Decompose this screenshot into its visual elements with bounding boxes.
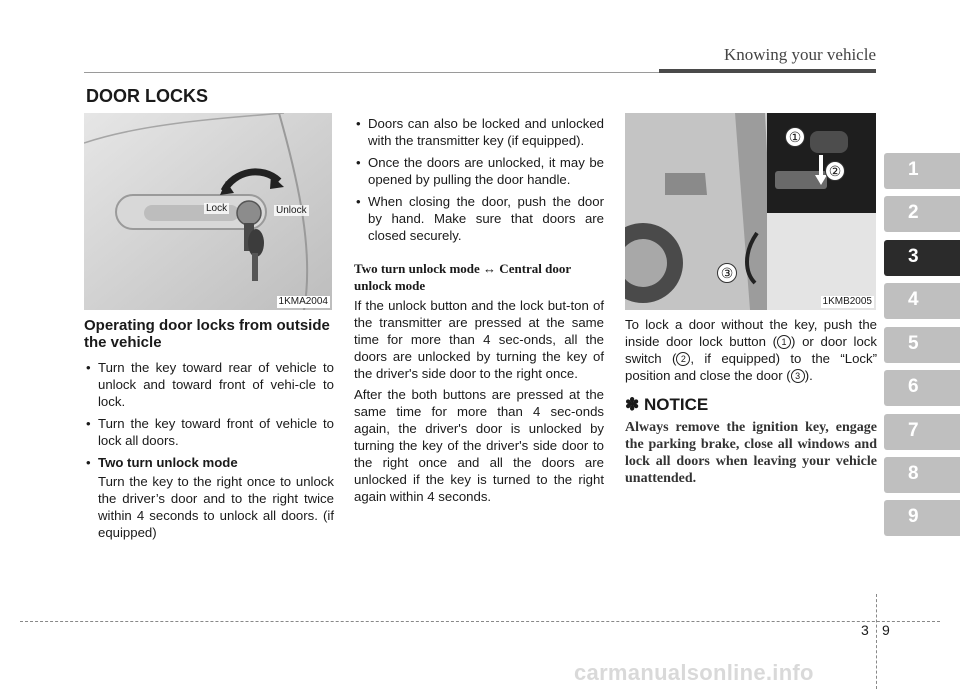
- notice-title: ✽ NOTICE: [625, 395, 709, 414]
- subsection-heading: Operating door locks from outside the vehicle: [84, 317, 330, 351]
- mode-heading: Two turn unlock mode ↔ Central door unlock mode: [354, 261, 571, 293]
- figure-code: 1KMA2004: [278, 296, 328, 307]
- chapter-number: 3: [861, 622, 869, 638]
- chapter-tab-1[interactable]: 1: [884, 153, 960, 189]
- header-rule: [84, 72, 659, 73]
- footer-rule: [20, 621, 940, 622]
- two-turn-title: Two turn unlock mode: [98, 455, 238, 470]
- footer-divider: [876, 594, 877, 689]
- lock-text-a: To lock a door without the key, push the inside door lock button (: [625, 317, 877, 349]
- list-item: • Once the doors are unlocked, it may be opened by pulling the door handle.: [354, 154, 604, 188]
- list-item: • Doors can also be locked and unlocked with the transmitter key (if equipped).: [354, 115, 604, 149]
- column-1: [84, 317, 334, 541]
- two-turn-body: Turn the key to the right once to unlock the driver’s door and to the right twice within 4 seconds to unlock all doors. (if equipped): [98, 474, 334, 540]
- lock-paragraph: [625, 316, 877, 384]
- lock-text-c: , if equipped) to the “Lock” position and close the door (: [625, 351, 877, 383]
- callout-3: ③: [717, 263, 737, 283]
- figure-code: 1KMB2005: [822, 296, 872, 307]
- column-3: [625, 316, 877, 487]
- chapter-tab-7[interactable]: 7: [884, 414, 960, 450]
- running-header: Knowing your vehicle: [723, 45, 876, 64]
- chapter-tab-3[interactable]: 3: [884, 240, 960, 276]
- chapter-tab-5[interactable]: 5: [884, 327, 960, 363]
- chapter-tab-9[interactable]: 9: [884, 500, 960, 536]
- figure-door-interior: [625, 113, 876, 310]
- page-number: 9: [882, 622, 890, 638]
- list-item: [84, 454, 334, 471]
- chapter-tab-4[interactable]: 4: [884, 283, 960, 319]
- list-item: • When closing the door, push the door by hand. Make sure that doors are closed securely.: [354, 193, 604, 244]
- mode-paragraph-1: If the unlock button and the lock but-ton of the transmitter are pressed at the same time for more than 4 sec-onds, all the doors are unlocked by turning the key of the driver's side door to the right once.: [354, 298, 604, 381]
- lock-text-b: ) or door lock switch (: [625, 334, 877, 366]
- section-title: DOOR LOCKS: [86, 86, 209, 106]
- figure-door-handle-key: [84, 113, 332, 310]
- door-info-list: [354, 115, 604, 244]
- callout-2: ②: [825, 161, 845, 181]
- lock-label: Lock: [206, 203, 228, 214]
- column-2: [354, 115, 604, 509]
- watermark: carmanualsonline.info: [574, 660, 814, 685]
- header-rule-accent: [659, 69, 876, 73]
- unlock-label: Unlock: [276, 205, 307, 216]
- instruction-list: [84, 359, 334, 471]
- mode-paragraph-2: After the both buttons are pressed at the same time for more than 4 sec-onds again, the driver's door is unlocked by turning the key of the driver's side door to the right once and all the doors are unlocked if the key is turned to the right again within 4 seconds.: [354, 387, 604, 504]
- chapter-tab-2[interactable]: 2: [884, 196, 960, 232]
- door-interior-illustration: [625, 113, 876, 310]
- chapter-tab-8[interactable]: 8: [884, 457, 960, 493]
- callout-ref-3: 3: [791, 369, 805, 383]
- callout-ref-1: 1: [777, 335, 791, 349]
- lock-text-d: ).: [804, 368, 813, 383]
- list-item: • Turn the key toward front of vehicle to lock all doors.: [84, 415, 334, 449]
- callout-1: ①: [785, 127, 805, 147]
- chapter-tab-6[interactable]: 6: [884, 370, 960, 406]
- notice-body: Always remove the ignition key, engage the parking brake, close all windows and lock all doors when leaving your vehicle unattended.: [625, 420, 877, 486]
- list-item: • Turn the key toward rear of vehicle to unlock and toward front of vehi-cle to lock.: [84, 359, 334, 410]
- callout-ref-2: 2: [676, 352, 690, 366]
